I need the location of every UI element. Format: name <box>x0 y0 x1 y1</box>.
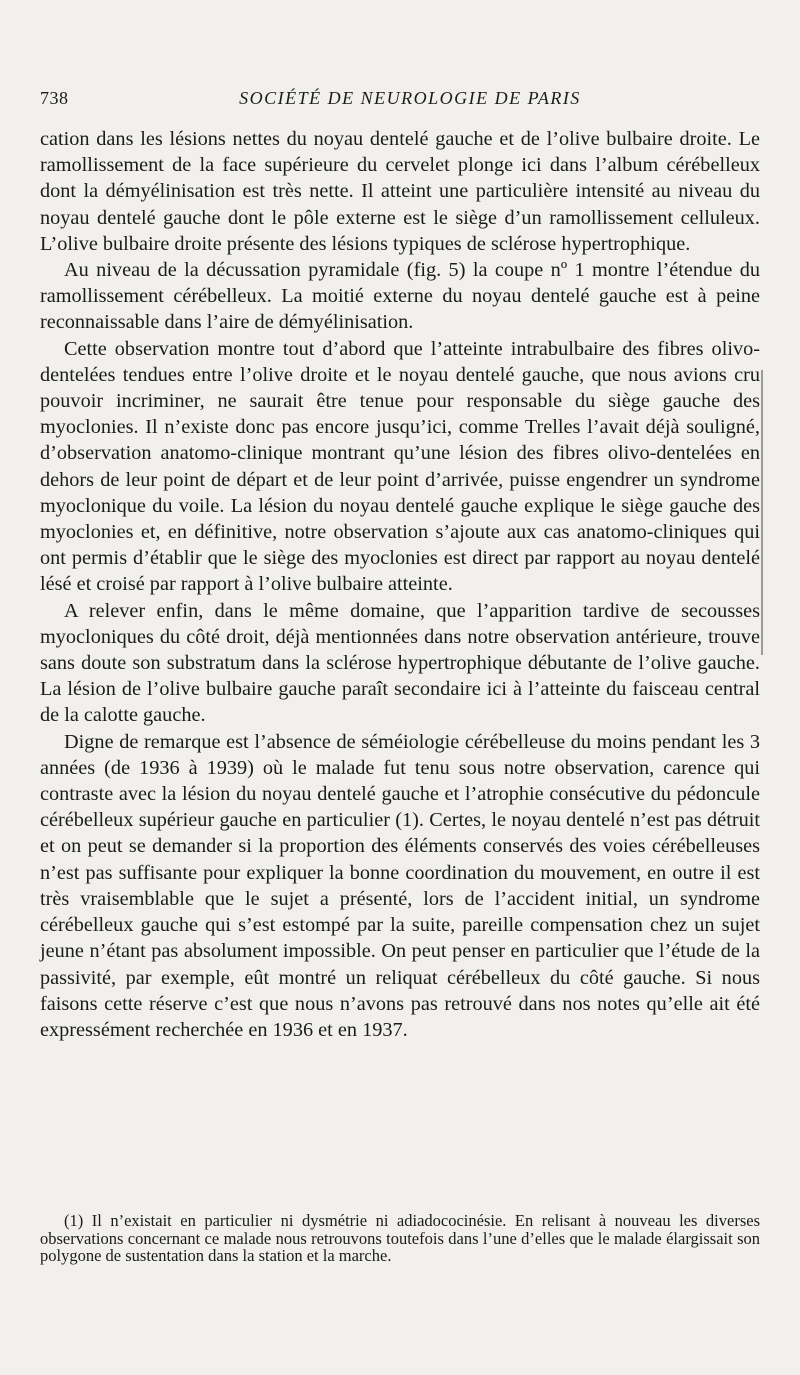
body-text <box>40 126 760 1043</box>
paragraph: Cette observation montre tout d’abord que l’atteinte intrabulbaire des fibres olivo-dentelées tendues entre l’olive droite et le noyau dentelé gauche, que nous avions cru pouvoir incriminer, ne saurait être tenue pour responsable du siège gauche des myoclonies. Il n’existe donc pas encore jusqu’ici, comme Trelles l’avait déjà souligné, d’observation anatomo-clinique montrant qu’une lésion des fibres olivo-dentelées en dehors de leur point de départ et de leur point d’arrivée, puisse engendrer un syndrome myoclonique du voile. La lésion du noyau dentelé gauche explique le siège gauche des myoclonies et, en définitive, notre observation s’ajoute aux cas anatomo-cliniques qui ont permis d’établir que le siège des myoclonies est direct par rapport au noyau dentelé lésé et croisé par rapport à l’olive bulbaire atteinte. <box>40 337 760 596</box>
paragraph: cation dans les lésions nettes du noyau dentelé gauche et de l’olive bulbaire droite. Le ramollissement de la face supérieure du cervelet plonge ici dans l’album cérébelleux dont la démyélinisation est très nette. Il atteint une particulière intensité au niveau du noyau dentelé gauche dont le pôle externe est le siège d’un ramollissement celluleux. L’olive bulbaire droite présente des lésions typiques de sclérose hypertrophique. <box>40 128 760 255</box>
margin-bracket-mark <box>761 370 763 655</box>
running-title: SOCIÉTÉ DE NEUROLOGIE DE PARIS <box>239 88 581 108</box>
paragraph: Digne de remarque est l’absence de séméiologie cérébelleuse du moins pendant les 3 années (de 1936 à 1939) où le malade fut tenu sous notre observation, carence qui contraste avec la lésion du noyau dentelé gauche et l’atrophie consécutive du pédoncule cérébelleux supérieur gauche en particulier (1). Certes, le noyau dentelé n’est pas détruit et on peut se demander si la proportion des éléments conservés des voies cérébelleuses n’est pas suffisante pour expliquer la bonne coordination du mouvement, en outre il est très vraisemblable que le sujet a présenté, lors de l’accident initial, un syndrome cérébelleux gauche qui s’est estompé par la suite, pareille compensation chez un sujet jeune n’étant pas absolument impossible. On peut penser en particulier que l’étude de la passivité, par exemple, eût montré un reliquat cérébelleux du côté gauche. Si nous faisons cette réserve c’est que nous n’avons pas retrouvé dans nos notes qu’elle ait été expressément recherchée en 1936 et en 1937. <box>40 730 760 1041</box>
page-header <box>40 88 760 112</box>
paragraph: A relever enfin, dans le même domaine, que l’apparition tardive de secousses myocloniques du côté droit, déjà mentionnées dans notre observation antérieure, trouve sans doute son substratum dans la sclérose hypertrophique débutante de l’olive gauche. La lésion de l’olive bulbaire gauche paraît secondaire ici à l’atteinte du faisceau central de la calotte gauche. <box>40 599 760 727</box>
footnote-text: (1) Il n’existait en particulier ni dysmétrie ni adiadococinésie. En relisant à nouveau les diverses observations concernant ce malade nous retrouvons toutefois dans l’une d’elles que le malade élargissait son polygone de sustentation dans la station et la marche. <box>40 1211 760 1266</box>
footnote <box>40 1212 760 1265</box>
page-number: 738 <box>40 88 69 108</box>
paragraph: Au niveau de la décussation pyramidale (fig. 5) la coupe nº 1 montre l’étendue du ramollissement cérébelleux. La moitié externe du noyau dentelé gauche est à peine reconnaissable dans l’aire de démyélinisation. <box>40 259 760 334</box>
